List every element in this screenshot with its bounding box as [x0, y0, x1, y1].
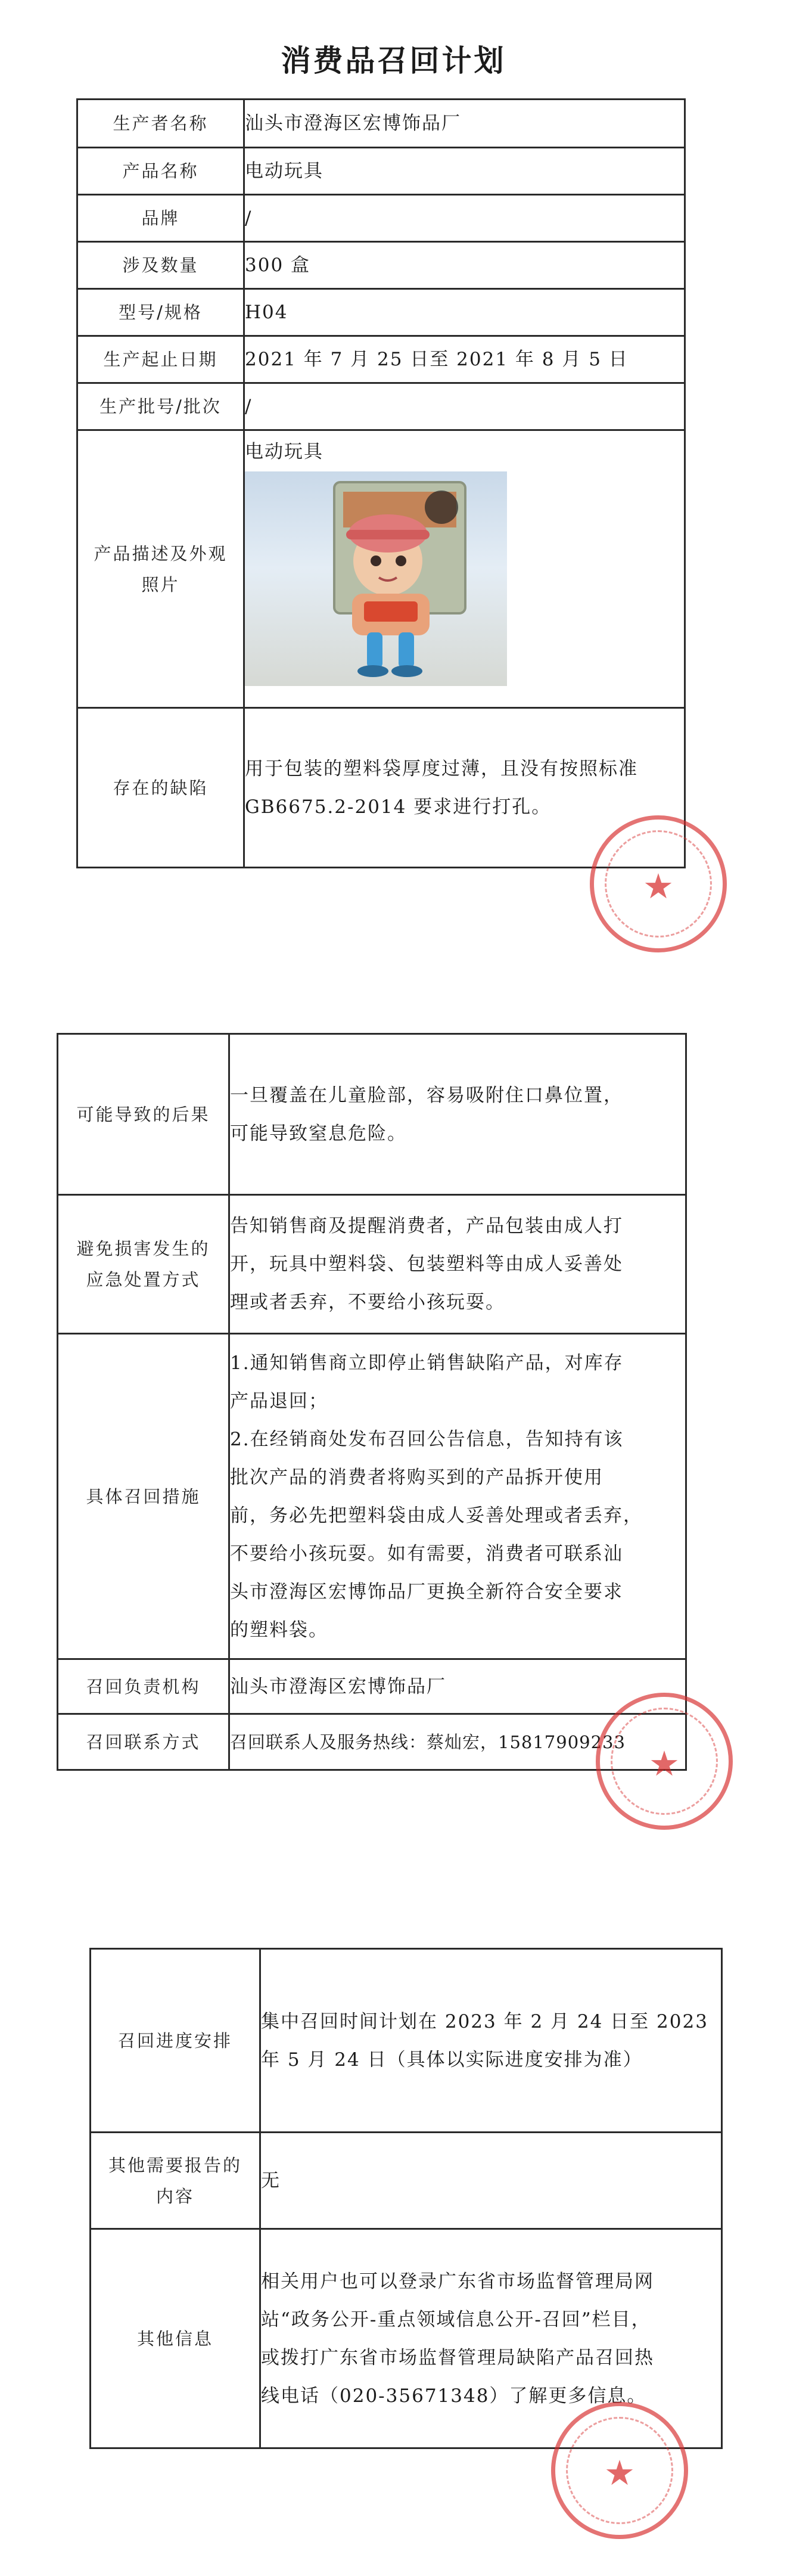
recall-org-label: 召回负责机构	[58, 1659, 229, 1714]
model-label: 型号/规格	[77, 289, 244, 336]
toy-product-photo-icon	[245, 471, 507, 686]
producer-value: 汕头市澄海区宏博饰品厂	[244, 100, 685, 148]
row-consequence	[58, 1034, 686, 1195]
quantity-label: 涉及数量	[77, 242, 244, 289]
other-report-label-line1: 其他需要报告的	[108, 2155, 242, 2175]
production-dates-label: 生产起止日期	[77, 336, 244, 383]
batch-label: 生产批号/批次	[77, 383, 244, 430]
model-value: H04	[244, 289, 685, 336]
row-product-name	[77, 148, 685, 195]
row-brand	[77, 195, 685, 242]
quantity-value: 300 盒	[244, 242, 685, 289]
emergency-label-line2: 应急处置方式	[86, 1270, 201, 1290]
row-emergency	[58, 1195, 686, 1334]
company-seal-stamp-icon: ★	[590, 815, 727, 952]
contact-label: 召回联系方式	[58, 1714, 229, 1770]
other-info-line1: 相关用户也可以登录广东省市场监督管理局网	[261, 2270, 654, 2292]
page-title: 消费品召回计划	[281, 44, 506, 78]
emergency-line2: 开，玩具中塑料袋、包装塑料等由成人妥善处	[230, 1253, 623, 1275]
emergency-line1: 告知销售商及提醒消费者，产品包装由成人打	[230, 1215, 623, 1237]
measures-line5: 前，务必先把塑料袋由成人妥善处理或者丢弃，	[230, 1504, 643, 1526]
schedule-value	[260, 1949, 722, 2133]
defect-label: 存在的缺陷	[77, 708, 244, 868]
other-info-line3: 或拨打广东省市场监督管理局缺陷产品召回热	[261, 2347, 654, 2369]
row-model	[77, 289, 685, 336]
batch-value: /	[244, 383, 685, 430]
recall-org-value: 汕头市澄海区宏博饰品厂	[229, 1659, 686, 1714]
row-measures	[58, 1334, 686, 1659]
consequence-label: 可能导致的后果	[58, 1034, 229, 1195]
measures-line3: 2.在经销商处发布召回公告信息，告知持有该	[230, 1428, 624, 1450]
company-seal-stamp-icon: ★	[551, 2402, 688, 2539]
product-name-label: 产品名称	[77, 148, 244, 195]
other-info-label: 其他信息	[91, 2229, 260, 2448]
row-batch	[77, 383, 685, 430]
company-seal-stamp-icon: ★	[596, 1693, 733, 1830]
other-report-label-line2: 内容	[155, 2186, 194, 2206]
description-label-line1: 产品描述及外观	[94, 543, 228, 564]
contact-value: 召回联系人及服务热线：蔡灿宏，15817909233	[229, 1714, 686, 1770]
row-producer	[77, 100, 685, 148]
row-schedule	[91, 1949, 722, 2133]
row-other-report	[91, 2133, 722, 2229]
description-value: 电动玩具	[245, 441, 323, 463]
recall-measures-table	[57, 1033, 687, 1771]
measures-line6: 不要给小孩玩耍。如有需要，消费者可联系汕	[230, 1543, 623, 1565]
schedule-label: 召回进度安排	[91, 1949, 260, 2133]
measures-line2: 产品退回；	[230, 1390, 328, 1412]
row-contact	[58, 1714, 686, 1770]
other-report-label	[91, 2133, 260, 2229]
defect-line2: GB6675.2-2014 要求进行打孔。	[245, 796, 552, 818]
schedule-line1: 集中召回时间计划在 2023 年 2 月 24 日至 2023	[261, 2010, 708, 2032]
row-recall-org	[58, 1659, 686, 1714]
emergency-label-line1: 避免损害发生的	[76, 1239, 210, 1259]
description-label	[77, 430, 244, 708]
brand-value: /	[244, 195, 685, 242]
consequence-line2: 可能导致窒息危险。	[230, 1122, 407, 1144]
measures-line7: 头市澄海区宏博饰品厂更换全新符合安全要求	[230, 1581, 623, 1603]
emergency-label	[58, 1195, 229, 1334]
emergency-line3: 理或者丢弃，不要给小孩玩耍。	[230, 1292, 505, 1313]
product-photo	[245, 471, 507, 686]
description-value-cell	[244, 430, 685, 708]
defect-line1: 用于包装的塑料袋厚度过薄，且没有按照标准	[245, 758, 638, 780]
measures-line8: 的塑料袋。	[230, 1619, 328, 1641]
measures-line4: 批次产品的消费者将购买到的产品拆开使用	[230, 1466, 604, 1488]
schedule-line2: 年 5 月 24 日（具体以实际进度安排为准）	[261, 2049, 643, 2071]
row-production-dates	[77, 336, 685, 383]
other-info-line2: 站“政务公开-重点领域信息公开-召回”栏目，	[261, 2308, 651, 2330]
row-quantity	[77, 242, 685, 289]
production-dates-value: 2021 年 7 月 25 日至 2021 年 8 月 5 日	[244, 336, 685, 383]
row-description	[77, 430, 685, 708]
other-info-line4: 线电话（020-35671348）了解更多信息。	[261, 2385, 647, 2407]
description-label-line2: 照片	[141, 574, 180, 595]
consequence-value	[229, 1034, 686, 1195]
measures-value	[229, 1334, 686, 1659]
product-info-table	[76, 98, 686, 868]
emergency-value	[229, 1195, 686, 1334]
measures-label: 具体召回措施	[58, 1334, 229, 1659]
measures-line1: 1.通知销售商立即停止销售缺陷产品，对库存	[230, 1352, 624, 1374]
product-name-value: 电动玩具	[244, 148, 685, 195]
producer-label: 生产者名称	[77, 100, 244, 148]
consequence-line1: 一旦覆盖在儿童脸部，容易吸附住口鼻位置，	[230, 1084, 623, 1106]
schedule-table	[89, 1948, 723, 2449]
brand-label: 品牌	[77, 195, 244, 242]
other-report-value: 无	[260, 2133, 722, 2229]
row-defect	[77, 708, 685, 868]
